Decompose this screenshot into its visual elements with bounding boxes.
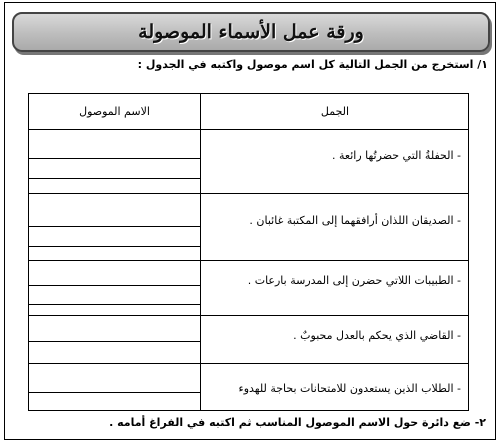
answer-box-3-bottom [29, 304, 200, 305]
row-divider-1 [29, 193, 468, 194]
answer-table [28, 93, 469, 411]
question-1-instruction: ١/ استخرج من الجمل التالية كل اسم موصول واكتبه في الجدول : [137, 58, 488, 71]
answer-box-3-top [29, 285, 200, 286]
answer-box-1-top [29, 158, 200, 159]
row-divider-4 [29, 363, 468, 364]
answer-box-2-top [29, 226, 200, 227]
table-row-sentence-3: - الطبيبات اللاتي حضرن إلى المدرسة بارعات . [247, 274, 461, 287]
column-header-relative-pronoun: الاسم الموصول [79, 105, 150, 118]
table-row-sentence-5: - الطلاب الذين يستعدون للامتحانات بحاجة للهدوء [238, 382, 461, 395]
table-row-sentence-2: - الصديقان اللذان أرافقهما إلى المكتبة غائبان . [249, 214, 461, 227]
title-banner [12, 12, 490, 52]
answer-box-4-top [29, 341, 200, 342]
column-header-sentences: الجمل [320, 105, 350, 118]
table-row-sentence-1: - الحفلةُ التي حضرتُها رائعة . [332, 149, 461, 162]
page-title: ورقة عمل الأسماء الموصولة [138, 21, 364, 43]
row-divider-2 [29, 260, 468, 261]
answer-box-2-bottom [29, 246, 200, 247]
row-divider-3 [29, 315, 468, 316]
answer-box-5-top [29, 392, 200, 393]
question-2-instruction: ٢- ضع دائرة حول الاسم الموصول المناسب ثم اكتبه في الفراغ أمامه . [109, 416, 486, 429]
table-row-sentence-4: - القاضي الذي يحكم بالعدل محبوبٌ . [293, 329, 461, 342]
answer-box-1-bottom [29, 178, 200, 179]
header-row-divider [29, 129, 468, 130]
